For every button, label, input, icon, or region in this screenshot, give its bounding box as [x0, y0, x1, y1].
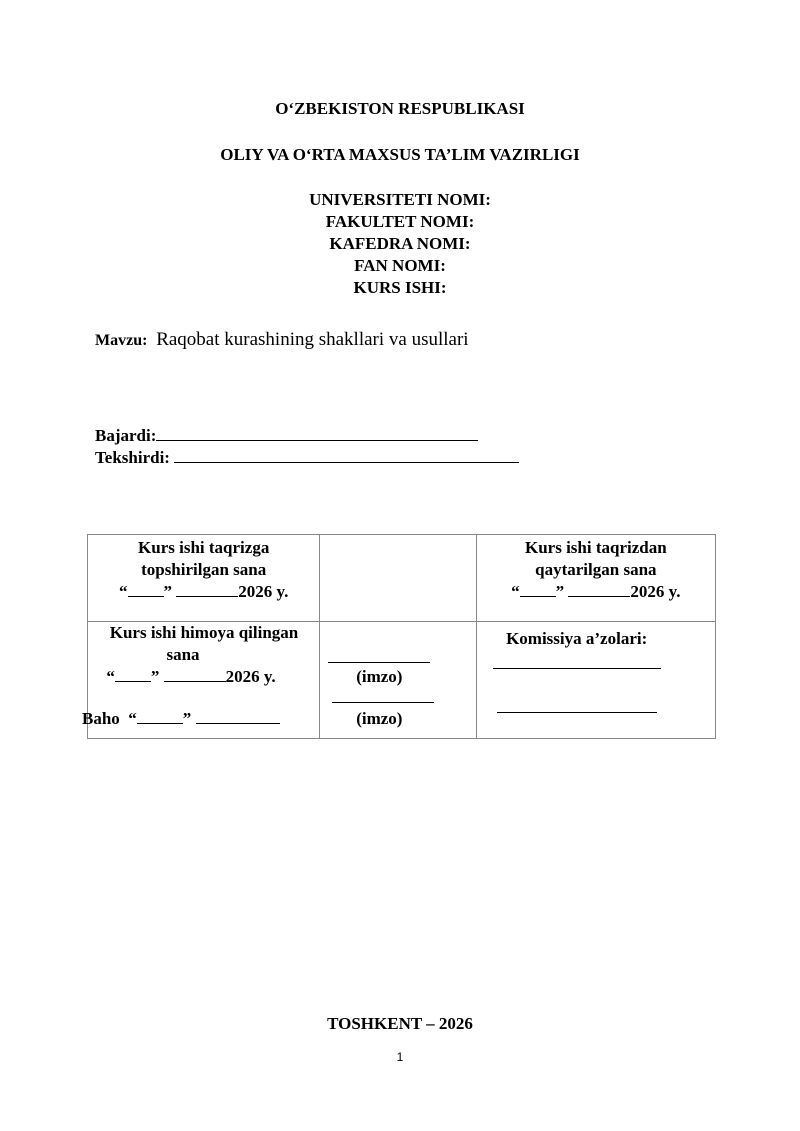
submitted-date: “ ” 2026 y. — [119, 582, 289, 601]
university-label: UNIVERSITETI NOMI: — [309, 190, 491, 209]
subject-label: FAN NOMI: — [354, 256, 446, 275]
defended-title-1: Kurs ishi himoya qilingan — [109, 623, 299, 642]
topic-value: Raqobat kurashining shakllari va usullari — [156, 329, 469, 350]
page-number: 1 — [396, 1050, 404, 1064]
returned-title-1: Kurs ishi taqrizdan — [524, 538, 667, 557]
returned-cell — [476, 535, 715, 622]
course-work-label: KURS ISHI: — [353, 278, 447, 297]
signature-cell — [320, 622, 476, 739]
defended-title-2: sana — [166, 645, 200, 664]
ministry-heading: OLIY VA O‘RTA MAXSUS TA’LIM VAZIRLIGI — [220, 145, 580, 164]
checked-by-line — [95, 447, 519, 469]
submitted-title-1: Kurs ishi taqrizga — [138, 538, 270, 557]
checked-by-blank — [174, 462, 519, 463]
commission-blank-2 — [497, 712, 657, 713]
faculty-label: FAKULTET NOMI: — [325, 212, 475, 231]
grade-line: Baho “ ” — [82, 708, 292, 730]
done-by-label: Bajardi: — [95, 426, 157, 445]
city-year: TOSHKENT – 2026 — [327, 1014, 473, 1033]
signature-label-1: (imzo) — [356, 667, 403, 686]
topic-label: Mavzu: — [95, 332, 148, 349]
defended-date: “ ” 2026 y. — [106, 667, 276, 686]
returned-date: “ ” 2026 y. — [511, 582, 681, 601]
submitted-cell — [88, 535, 320, 622]
submitted-title-2: topshirilgan sana — [141, 560, 267, 579]
republic-heading: O‘ZBEKISTON RESPUBLIKASI — [275, 99, 525, 118]
commission-label: Komissiya a’zolari: — [506, 629, 648, 648]
table-row — [88, 622, 716, 739]
done-by-line — [95, 425, 519, 447]
checked-by-label: Tekshirdi: — [95, 448, 170, 467]
signature-label-2: (imzo) — [356, 709, 403, 728]
table-row — [88, 535, 716, 622]
empty-cell — [320, 535, 476, 622]
defended-cell — [82, 622, 320, 739]
signature-block — [95, 425, 519, 469]
topic-line — [95, 329, 469, 351]
institution-block — [0, 189, 800, 299]
commission-blank-1 — [493, 668, 661, 669]
grade-label: Baho — [82, 709, 120, 728]
signature-blank-2 — [332, 702, 434, 703]
done-by-blank — [156, 440, 478, 441]
department-label: KAFEDRA NOMI: — [329, 234, 471, 253]
returned-title-2: qaytarilgan sana — [535, 560, 657, 579]
commission-cell — [476, 622, 715, 739]
review-table — [82, 534, 716, 739]
signature-blank-1 — [328, 662, 430, 663]
